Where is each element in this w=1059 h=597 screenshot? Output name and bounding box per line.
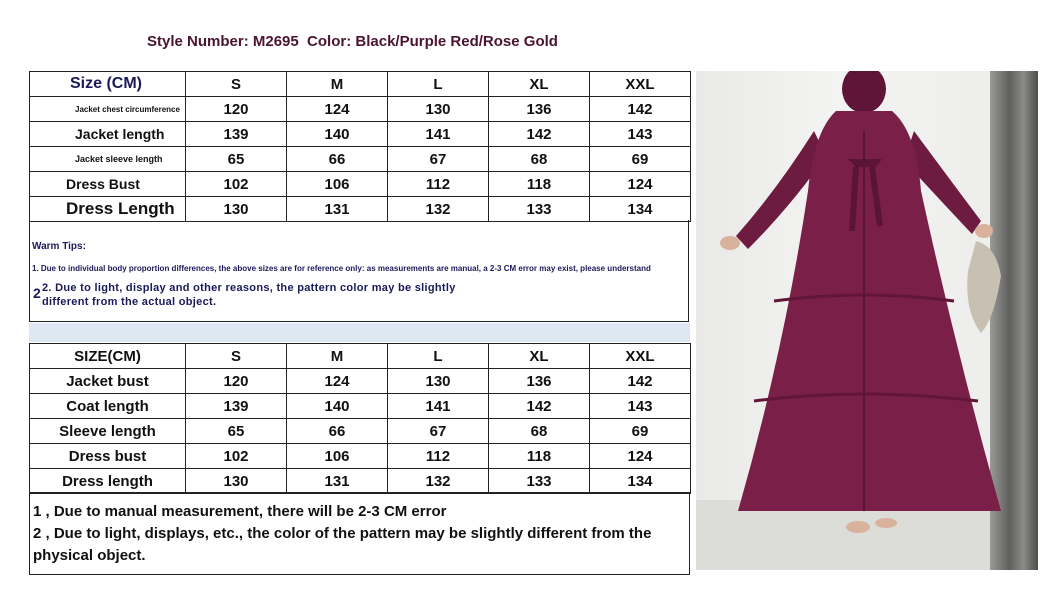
table-cell: 130 [186, 469, 287, 494]
table-cell: 140 [287, 122, 388, 147]
page-title: Style Number: M2695 Color: Black/Purple Red/Rose Gold [147, 33, 558, 50]
warm-tip-1: 1. Due to individual body proportion differences, the above sizes are for reference only: as measurements are manual, a 2-3 CM error may exist, please understand [32, 264, 651, 273]
table-row [30, 469, 691, 494]
table-cell: 142 [590, 369, 691, 394]
table-row [30, 172, 691, 197]
table-cell: 133 [489, 197, 590, 222]
row-label: Coat length [30, 394, 186, 419]
hijab-shape [842, 71, 886, 113]
table-cell: 140 [287, 394, 388, 419]
abaya-shape [738, 111, 1001, 511]
table-cell: 112 [388, 172, 489, 197]
table-cell: 65 [186, 419, 287, 444]
table-cell: 66 [287, 147, 388, 172]
header-size-label: Size (CM) [30, 72, 186, 97]
row-label: Sleeve length [30, 419, 186, 444]
table-row [30, 394, 691, 419]
header-size-l: L [388, 344, 489, 369]
warm-tip-2: 2. Due to light, display and other reasons, the pattern color may be slightly different from the actual object. [42, 282, 456, 308]
table-cell: 142 [590, 97, 691, 122]
table-cell: 124 [287, 97, 388, 122]
divider-band [29, 323, 690, 342]
table-cell: 136 [489, 97, 590, 122]
table-row [30, 122, 691, 147]
header-size-m: M [287, 344, 388, 369]
header-size-m: M [287, 72, 388, 97]
size-chart-table-1 [29, 71, 691, 222]
table-cell: 141 [388, 394, 489, 419]
note-1: 1 , Due to manual measurement, there will be 2-3 CM error [33, 503, 447, 520]
warm-tip-2-number: 2 [33, 285, 41, 301]
table-cell: 134 [590, 197, 691, 222]
table-cell: 124 [590, 172, 691, 197]
table-cell: 139 [186, 122, 287, 147]
table-cell: 130 [388, 97, 489, 122]
table-cell: 106 [287, 444, 388, 469]
table-cell: 132 [388, 469, 489, 494]
table-cell: 69 [590, 147, 691, 172]
row-label: Jacket length [30, 122, 186, 147]
table-cell: 124 [590, 444, 691, 469]
clutch-bag-shape [967, 241, 1001, 333]
row-label: Dress length [30, 469, 186, 494]
table-row [30, 97, 691, 122]
table-row [30, 444, 691, 469]
table-cell: 142 [489, 122, 590, 147]
table-cell: 67 [388, 419, 489, 444]
table-header-row [30, 344, 691, 369]
row-label: Dress Length [30, 197, 186, 222]
model-garment-illustration [696, 71, 1038, 570]
header-size-s: S [186, 344, 287, 369]
table-cell: 112 [388, 444, 489, 469]
note-2: 2 , Due to light, displays, etc., the color of the pattern may be slightly different from the physical object. [33, 525, 652, 564]
table-cell: 65 [186, 147, 287, 172]
table-cell: 134 [590, 469, 691, 494]
table-cell: 120 [186, 97, 287, 122]
table-cell: 136 [489, 369, 590, 394]
table-header-row [30, 72, 691, 97]
row-label: Dress bust [30, 444, 186, 469]
product-photo [696, 71, 1038, 570]
table-cell: 141 [388, 122, 489, 147]
header-size-xl: XL [489, 344, 590, 369]
row-label: Dress Bust [30, 172, 186, 197]
table-cell: 131 [287, 469, 388, 494]
left-foot-shape [846, 521, 870, 533]
row-label: Jacket bust [30, 369, 186, 394]
table-cell: 133 [489, 469, 590, 494]
table-cell: 130 [388, 369, 489, 394]
header-size-label: SIZE(CM) [30, 344, 186, 369]
table-cell: 102 [186, 444, 287, 469]
header-size-xl: XL [489, 72, 590, 97]
table-cell: 68 [489, 419, 590, 444]
header-size-l: L [388, 72, 489, 97]
table-cell: 106 [287, 172, 388, 197]
header-size-xxl: XXL [590, 72, 691, 97]
table-cell: 124 [287, 369, 388, 394]
right-foot-shape [875, 518, 897, 528]
warm-tips-box [29, 220, 689, 322]
table-row [30, 419, 691, 444]
table-cell: 120 [186, 369, 287, 394]
header-size-s: S [186, 72, 287, 97]
table-cell: 67 [388, 147, 489, 172]
row-label: Jacket chest circumference [30, 97, 186, 122]
table-cell: 132 [388, 197, 489, 222]
right-hand-shape [975, 224, 993, 238]
table-cell: 142 [489, 394, 590, 419]
table-row [30, 147, 691, 172]
warm-tips-title: Warm Tips: [32, 241, 86, 252]
table-row [30, 369, 691, 394]
table-cell: 143 [590, 394, 691, 419]
table-cell: 69 [590, 419, 691, 444]
size-chart-table-2 [29, 343, 691, 494]
table-cell: 143 [590, 122, 691, 147]
table-row [30, 197, 691, 222]
row-label: Jacket sleeve length [30, 147, 186, 172]
table-cell: 131 [287, 197, 388, 222]
table-cell: 130 [186, 197, 287, 222]
table-cell: 66 [287, 419, 388, 444]
table-cell: 68 [489, 147, 590, 172]
notes-box [29, 492, 690, 575]
table-cell: 118 [489, 444, 590, 469]
table-cell: 139 [186, 394, 287, 419]
header-size-xxl: XXL [590, 344, 691, 369]
table-cell: 102 [186, 172, 287, 197]
table-cell: 118 [489, 172, 590, 197]
left-hand-shape [720, 236, 740, 250]
